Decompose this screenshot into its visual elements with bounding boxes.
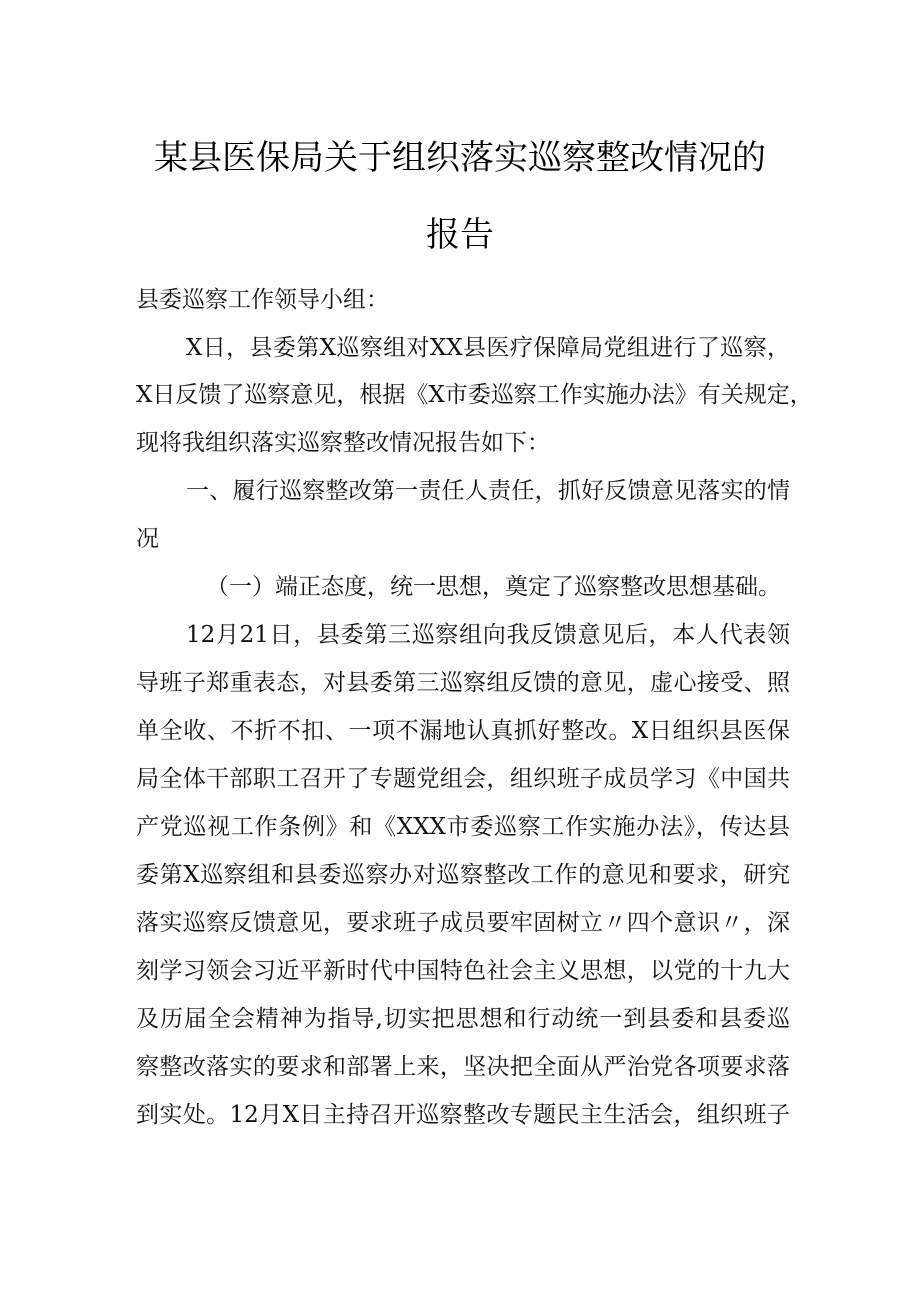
salutation: 县委巡察工作领导小组： [136, 287, 389, 313]
body-line: 及历届全会精神为指导,切实把思想和行动统一到县委和县委巡 [136, 1006, 790, 1032]
body-line: 局全体干部职工召开了专题党组会，组织班子成员学习《中国共 [136, 766, 790, 792]
section-heading-line: 一、履行巡察整改第一责任人责任，抓好反馈意见落实的情 [186, 478, 790, 504]
section-heading-line: 况 [136, 526, 159, 552]
document-title-line-1: 某县医保局关于组织落实巡察整改情况的 [154, 138, 766, 178]
subsection-heading: （一）端正态度，统一思想，奠定了巡察整改思想基础。 [206, 574, 781, 600]
body-line: X日，县委第X巡察组对XX县医疗保障局党组进行了巡察， [186, 335, 790, 361]
body-line: 察整改落实的要求和部署上来，坚决把全面从严治党各项要求落 [136, 1054, 790, 1080]
body-line: X日反馈了巡察意见，根据《X市委巡察工作实施办法》有关规定， [136, 382, 813, 408]
body-line: 委第X巡察组和县委巡察办对巡察整改工作的意见和要求，研究 [136, 862, 790, 888]
body-line: 12月21日，县委第三巡察组向我反馈意见后，本人代表领 [186, 622, 790, 648]
body-line: 到实处。12月X日主持召开巡察整改专题民主生活会，组织班子 [136, 1102, 790, 1128]
body-line: 刻学习领会习近平新时代中国特色社会主义思想，以党的十九大 [136, 958, 790, 984]
body-line: 现将我组织落实巡察整改情况报告如下： [136, 430, 550, 456]
body-line: 产党巡视工作条例》和《XXX市委巡察工作实施办法》，传达县 [136, 814, 790, 840]
body-line: 单全收、不折不扣、一项不漏地认真抓好整改。X日组织县医保 [136, 718, 790, 744]
body-line: 导班子郑重表态，对县委第三巡察组反馈的意见，虚心接受、照 [136, 670, 790, 696]
document-title-line-2: 报告 [426, 215, 494, 255]
body-line: 落实巡察反馈意见，要求班子成员要牢固树立〃四个意识〃，深 [136, 910, 790, 936]
